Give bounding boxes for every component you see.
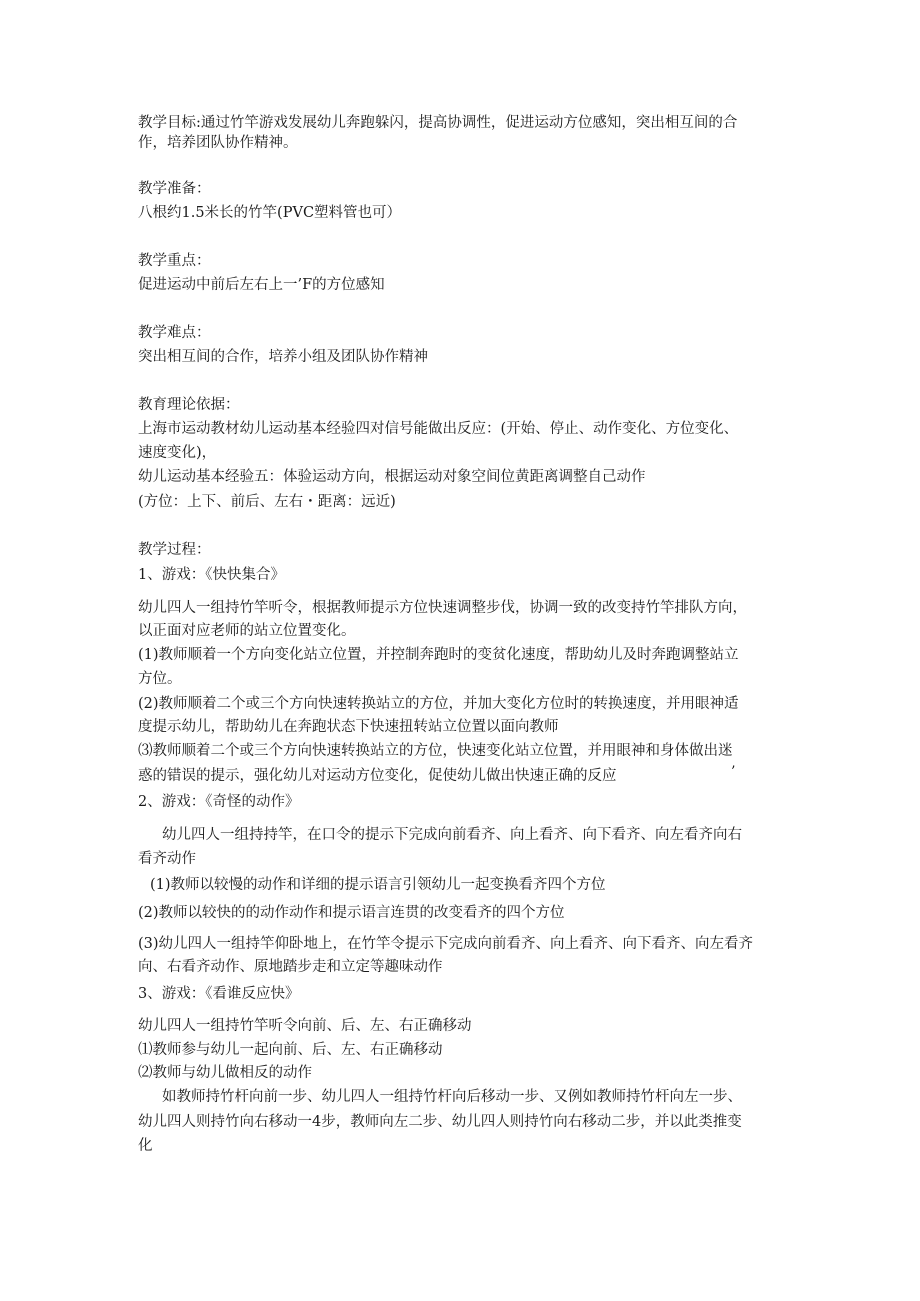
stray-mark: ’ — [731, 764, 736, 780]
game2-step3-line-2: 向、右看齐动作、原地踏步走和立定等趣味动作 — [138, 959, 443, 975]
goal-line-1: 教学目标:通过竹竿游戏发展幼儿奔跑躲闪，提高协调性，促进运动方位感知，突出相互间的合 — [138, 115, 738, 131]
game3-example-line-2: 幼儿四人则持竹向右移动一4步，教师向左二步、幼儿四人则持竹向右移动二步，并以此类推变 — [138, 1114, 742, 1130]
preparation-heading: 教学准备： — [138, 181, 211, 197]
difficulty-heading: 教学难点： — [138, 325, 211, 341]
game2-step3-line-1: (3)幼儿四人一组持竿仰卧地上，在竹竿令提示下完成向前看齐、向上看齐、向下看齐、向左看齐 — [138, 936, 754, 952]
key-point-heading: 教学重点： — [138, 253, 211, 269]
theory-line-4: (方位：上下、前后、左右・距离：远近) — [138, 494, 396, 510]
game3-example-line-1: 如教师持竹杆向前一步、幼儿四人一组持竹杆向后移动一步、又例如教师持竹杆向左一步、 — [162, 1089, 742, 1105]
game1-desc-2: 以正面对应老师的站立位置变化。 — [138, 623, 356, 639]
game1-step2-line-2: 度提示幼儿，帮助幼儿在奔跑状态下快速扭转站立位置以面向教师 — [138, 719, 559, 735]
preparation-text: 八根约1.5米长的竹竿(PVC塑料管也可） — [138, 205, 402, 221]
process-heading: 教学过程： — [138, 542, 211, 558]
game2-step2: (2)教师以较快的的动作动作和提示语言连贯的改变看齐的四个方位 — [138, 905, 565, 921]
goal-line-2: 作，培养团队协作精神。 — [138, 135, 298, 151]
game3-step1: ⑴教师参与幼儿一起向前、后、左、右正确移动 — [138, 1042, 443, 1058]
theory-line-1: 上海市运动教材幼儿运动基本经验四对信号能做出反应：(开始、停止、动作变化、方位变化、 — [138, 421, 739, 437]
game3-title: 3、游戏：《看谁反应快》 — [138, 986, 300, 1002]
game2-desc-1: 幼儿四人一组持持竿，在口令的提示下完成向前看齐、向上看齐、向下看齐、向左看齐向右 — [162, 827, 742, 843]
game1-step2-line-1: (2)教师顺着二个或三个方向快速转换站立的方位，并加大变化方位时的转换速度，并用眼神适 — [138, 696, 739, 712]
theory-heading: 教育理论依据： — [138, 397, 240, 413]
game1-desc-1: 幼儿四人一组持竹竿听令，根据教师提示方位快速调整步伐，协调一致的改变持竹竿排队方向， — [138, 600, 747, 616]
game3-example-line-3: 化 — [138, 1138, 153, 1154]
game3-desc: 幼儿四人一组持竹竿听令向前、后、左、右正确移动 — [138, 1018, 472, 1034]
game2-title: 2、游戏：《奇怪的动作》 — [138, 794, 300, 810]
game1-step3-line-2: 惑的错误的提示，强化幼儿对运动方位变化，促使幼儿做出快速正确的反应 — [138, 768, 617, 784]
game2-desc-2: 看齐动作 — [138, 851, 196, 867]
key-point-text: 促进运动中前后左右上一’F的方位感知 — [138, 277, 385, 293]
game1-step1-line-2: 方位。 — [138, 671, 182, 687]
game2-step1: (1)教师以较慢的动作和详细的提示语言引领幼儿一起变换看齐四个方位 — [150, 877, 606, 893]
difficulty-text: 突出相互间的合作，培养小组及团队协作精神 — [138, 349, 428, 365]
theory-line-2: 速度变化)， — [138, 445, 217, 461]
game1-step3-line-1: ⑶教师顺着二个或三个方向快速转换站立的方位，快速变化站立位置，并用眼神和身体做出迷 — [138, 743, 733, 759]
game1-step1-line-1: (1)教师顺着一个方向变化站立位置，并控制奔跑时的变贫化速度，帮助幼儿及时奔跑调整站立 — [138, 647, 739, 663]
game3-step2: ⑵教师与幼儿做相反的动作 — [138, 1065, 312, 1081]
theory-line-3: 幼儿运动基本经验五：体验运动方向，根据运动对象空间位黄距离调整自己动作 — [138, 469, 646, 485]
game1-title: 1、游戏：《快快集合》 — [138, 567, 285, 583]
